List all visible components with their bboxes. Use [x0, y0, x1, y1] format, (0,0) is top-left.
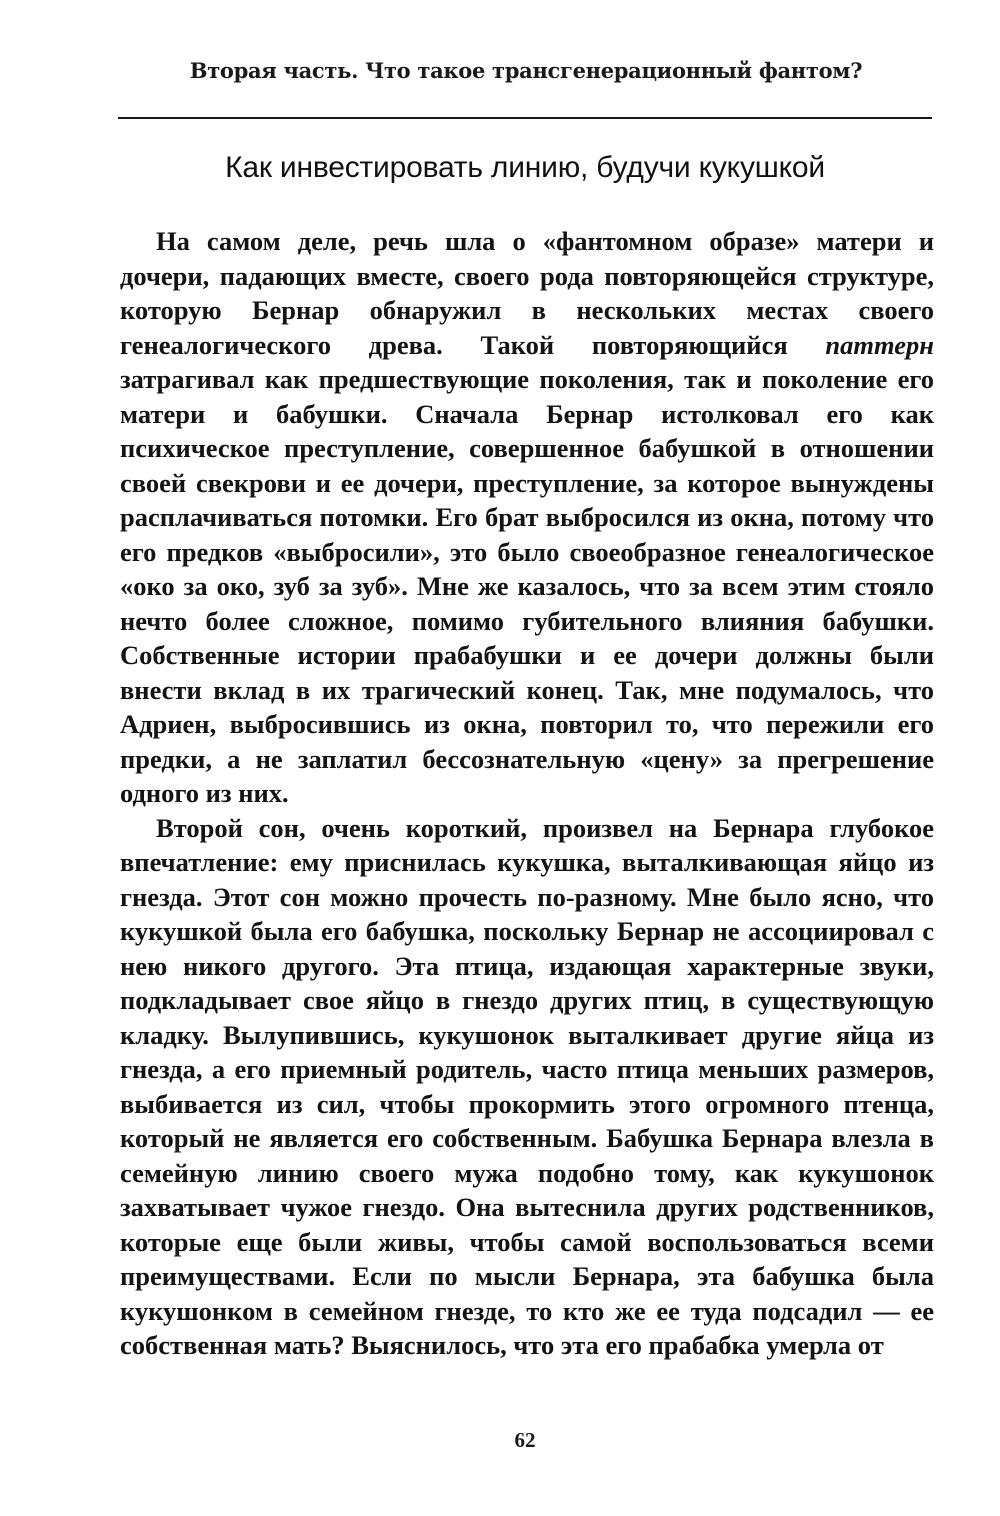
paragraph-1-emphasis: паттерн: [825, 329, 934, 360]
paragraph-1-text-end: затрагивал как предшествующие поколения, так и поколение его матери и бабушки. Сначала Бернар истолковал его как психическое преступление, совершенное бабушкой в отношении своей свекрови и ее дочери, преступление, за которое вынуждены расплачиваться потомки. Его брат выбросился из окна, потому что его предков «выбросили», это было своеобразное генеалогическое «око за око, зуб за зуб». Мне же казалось, что за всем этим стояло нечто более сложное, помимо губительного влияния бабушки. Собственные истории прабабушки и ее дочери должны были внести вклад в их трагический конец. Так, мне подумалось, что Адриен, выбросившись из окна, повторил то, что пережили его предки, а не заплатил бессознательную «цену» за прегрешение одного из них.: [120, 364, 934, 808]
running-head: Вторая часть. Что такое трансгенерационный фантом?: [189, 58, 863, 83]
header-divider: [118, 117, 932, 119]
body-text: [120, 224, 934, 1363]
paragraph-1-text-start: На самом деле, речь шла о «фантомном образе» матери и дочери, падающих вместе, своего рода повторяющейся структуре, которую Бернар обнаружил в нескольких местах своего генеалогического древа. Такой повторяющийся: [120, 226, 934, 360]
paragraph-1: [120, 224, 934, 811]
paragraph-2: Второй сон, очень короткий, произвел на Бернара глубокое впечатление: ему приснилась кукушка, выталкивающая яйцо из гнезда. Этот сон можно прочесть по-разному. Мне было ясно, что кукушкой была его бабушка, поскольку Бернар не ассоциировал с нею никого другого. Эта птица, издающая характерные звуки, подкладывает свое яйцо в гнездо других птиц, в существующую кладку. Вылупившись, кукушонок выталкивает другие яйца из гнезда, а его приемный родитель, часто птица меньших размеров, выбивается из сил, чтобы прокормить этого огромного птенца, который не является его собственным. Бабушка Бернара влезла в семейную линию своего мужа подобно тому, как кукушонок захватывает чужое гнездо. Она вытеснила других родственников, которые еще были живы, чтобы самой воспользоваться всеми преимуществами. Если по мысли Бернара, эта бабушка была кукушонком в семейном гнезде, то кто же ее туда подсадил — ее собственная мать? Выяснилось, что эта его прабабка умерла от: [120, 812, 934, 1360]
page-number: 62: [514, 1428, 536, 1452]
section-title: Как инвестировать линию, будучи кукушкой: [225, 151, 825, 184]
